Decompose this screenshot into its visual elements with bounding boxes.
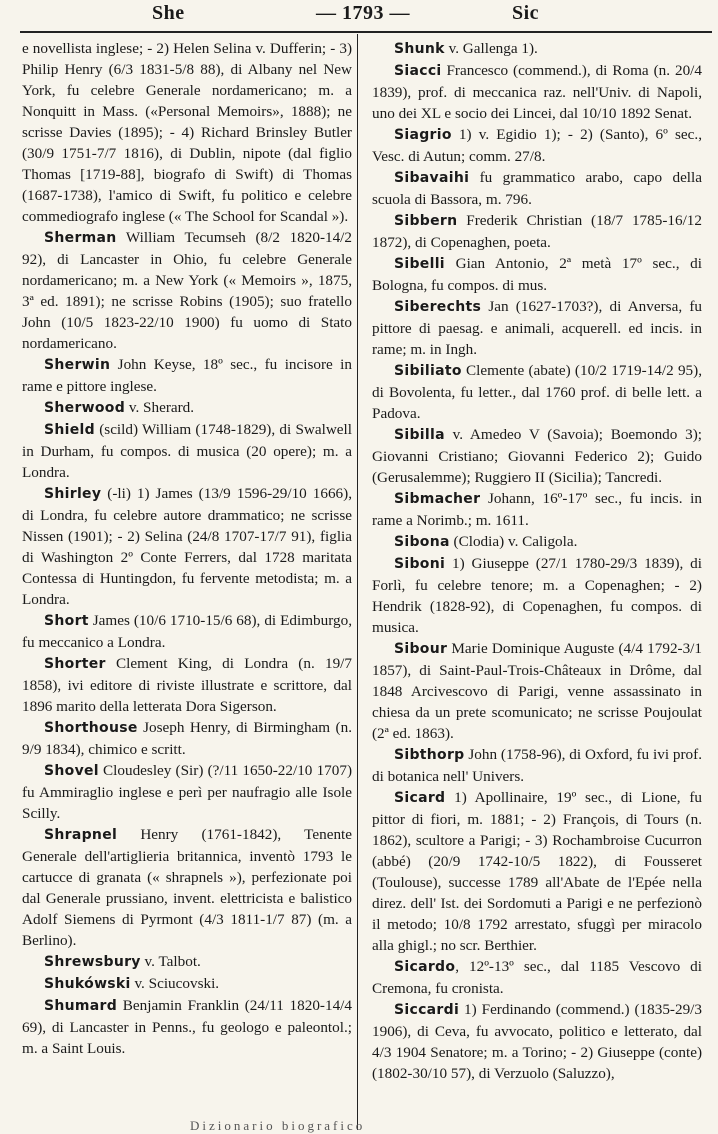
entry-text: Jan (1627-1703?), di Anversa, fu pittore di paesag. e animali, acquerell. ed incis. in rame; m. in Ingh. — [372, 298, 702, 358]
dictionary-entry — [22, 995, 352, 1059]
entry-headword: Shorter — [44, 656, 106, 672]
entry-headword: Sibthorp — [394, 747, 465, 763]
dictionary-entry — [22, 354, 352, 397]
entry-text: Marie Dominique Auguste (4/4 1792-3/1 1857), di Saint-Paul-Trois-Châteaux in Drôme, dal 1848 Arcivescovo di Parigi, venne assassinato in chiesa da un prete scomunicato; ne scrisse Poujoulat (2ª ed. 1863). — [372, 640, 702, 742]
dictionary-entry — [372, 638, 702, 744]
entry-headword: Shovel — [44, 763, 99, 779]
entry-headword: Sibelli — [394, 256, 445, 272]
entry-headword: Shirley — [44, 486, 102, 502]
entry-text: Benjamin Franklin (24/11 1820-14/4 69), di Lancaster in Penns., fu geologo e paleontol.; m. a Saint Louis. — [22, 997, 352, 1057]
entry-headword: Siberechts — [394, 299, 482, 315]
dictionary-entry — [372, 38, 702, 60]
dictionary-entry — [22, 653, 352, 717]
dictionary-entry — [22, 951, 352, 973]
dictionary-entry — [372, 124, 702, 167]
page-header — [0, 0, 718, 30]
entry-text: John Keyse, 18º sec., fu incisore in rame e pittore inglese. — [22, 356, 352, 395]
entry-text: 1) Giuseppe (27/1 1780-29/3 1839), di Forlì, fu celebre tenore; m. a Copenaghen; - 2) Hendrik (1828-92), di Copenaghen, fu compos. di musica. — [372, 555, 702, 636]
entry-text: (Clodia) v. Caligola. — [449, 533, 578, 550]
entry-text: 1) Apollinaire, 19º sec., di Lione, fu pittor di fiori, m. 1881; - 2) François, di Tours (n. 1862), scultore a Parigi; - 3) Rochambroise Cucurron (abbé) (20/9 1742-10/5 1822), di Fousseret (Toulouse), successe 1789 all'Abate de l'Epée nella direz. dell' Ist. dei Sordomuti a Parigi e ne perfezionò il metodo; 10/8 1792 arrestato, sfuggì per miracolo alla ghigl.; no scr. Berthier. — [372, 789, 702, 954]
entry-headword: Siccardi — [394, 1002, 460, 1018]
page-footer: Dizionario biografico — [190, 1118, 366, 1133]
dictionary-entry — [372, 210, 702, 253]
entry-text: Clement King, di Londra (n. 19/7 1858), ivi editore di riviste illustrate e scrittore, dal 1896 marito della letterata Dora Sigerson. — [22, 655, 352, 715]
header-right-guideword: Sic — [512, 2, 540, 24]
entry-headword: Sibona — [394, 534, 450, 550]
dictionary-entry — [372, 999, 702, 1084]
entry-text: 1) Ferdinando (commend.) (1835-29/3 1906), di Ceva, fu avvocato, politico e letterato, dal 4/3 1904 Senatore; m. a Torino; - 2) Giuseppe (conte) (1802-30/10 57), di Verzuolo (Saluzzo), — [372, 1001, 702, 1082]
entry-text: Henry (1761-1842), Tenente Generale dell'artiglieria britannica, inventò 1793 le cartucce di granata (« shrapnels »), perfezionate poi dal Generale prussiano, invent. elettricista e balistico Adolf Siemens di Pyrmont (4/3 1811-1/7 87) (m. a Berlino). — [22, 826, 352, 949]
dictionary-entry — [372, 296, 702, 360]
dictionary-entry — [372, 424, 702, 488]
dictionary-entry — [22, 483, 352, 610]
right-column — [372, 38, 702, 1084]
entry-text: , 12º-13º sec., dal 1185 Vescovo di Cremona, fu cronista. — [372, 958, 702, 997]
entry-text: v. Gallenga 1). — [444, 40, 538, 57]
entry-headword: Shrapnel — [44, 827, 118, 843]
page-number: — 1793 — — [316, 2, 410, 24]
entry-headword: Shield — [44, 422, 95, 438]
entry-text: (-li) 1) James (13/9 1596-29/10 1666), di Londra, fu celebre autore drammatico; ne scrisse Nissen (1901); - 2) Selina (24/8 1707-17/7 91), figlia di Washington 2º Conte Ferrers, dal 1728 maritata Contessa di Huntingdon, fu fervente metodista; m. a Londra. — [22, 485, 352, 608]
dictionary-entry — [372, 60, 702, 124]
dictionary-entry — [372, 956, 702, 999]
entry-text: v. Sciucovski. — [130, 975, 220, 992]
entry-text: John (1758-96), di Oxford, fu ivi prof. di botanica nell' Univers. — [372, 746, 702, 785]
entry-text: fu grammatico arabo, capo della scuola di Bassora, m. 796. — [372, 169, 702, 208]
entry-headword: Sicardo — [394, 959, 456, 975]
dictionary-entry — [372, 167, 702, 210]
entry-text: James (10/6 1710-15/6 68), di Edimburgo, fu meccanico a Londra. — [22, 612, 352, 651]
entry-text: Gian Antonio, 2ª metà 17º sec., di Bologna, fu compos. di mus. — [372, 255, 702, 294]
entry-headword: Sibmacher — [394, 491, 481, 507]
entry-headword: Sibilla — [394, 427, 445, 443]
entry-headword: Siagrio — [394, 127, 452, 143]
entry-headword: Shunk — [394, 41, 445, 57]
entry-text: Clemente (abate) (10/2 1719-14/2 95), di Bovolenta, fu letter., dal 1760 prof. di belle lett. a Padova. — [372, 362, 702, 422]
entry-text: e novellista inglese; - 2) Helen Selina v. Dufferin; - 3) Philip Henry (6/3 1831-5/8 88), di Albany nel New York, fu celebre Generale nordamericano; m. a Nonquitt in Mass. («Personal Memoirs», 1888); ne scrisse Davies (1895); - 4) Richard Brinsley Butler (30/9 1751-7/7 1816), di Dublin, nipote (dal figlio Thomas [1719-88], biografo di Swift) di Thomas (1687-1738), l'amico di Swift, fu politico e celebre commediografo inglese (« The School for Scandal »). — [22, 40, 352, 225]
entry-text: 1) v. Egidio 1); - 2) (Santo), 6º sec., Vesc. di Autun; comm. 27/8. — [372, 126, 702, 165]
dictionary-entry — [22, 610, 352, 653]
dictionary-entry — [22, 973, 352, 995]
entry-headword: Sherwood — [44, 400, 126, 416]
dictionary-entry — [22, 227, 352, 354]
entry-headword: Shumard — [44, 998, 118, 1014]
entry-headword: Shorthouse — [44, 720, 138, 736]
entry-headword: Siboni — [394, 556, 446, 572]
dictionary-entry — [372, 360, 702, 424]
dictionary-entry — [22, 717, 352, 760]
entry-headword: Sibiliato — [394, 363, 462, 379]
header-left-guideword: She — [152, 2, 185, 24]
left-column — [22, 38, 352, 1059]
entry-headword: Sicard — [394, 790, 446, 806]
entry-text: Francesco (commend.), di Roma (n. 20/4 1839), prof. di meccanica raz. nell'Univ. di Napoli, uno dei XL e socio dei Lincei, dal 10/10 1892 Senat. — [372, 62, 702, 122]
dictionary-entry — [372, 787, 702, 956]
entry-headword: Short — [44, 613, 89, 629]
dictionary-entry — [22, 824, 352, 951]
entry-text: v. Amedeo V (Savoia); Boemondo 3); Giovanni Cristiano; Giovanni Federico 2); Guido (Gerusalemme); Ruggiero II (Sicilia); Tancredi. — [372, 426, 702, 486]
entry-text: Joseph Henry, di Birmingham (n. 9/9 1834), chimico e scritt. — [22, 719, 352, 758]
entry-headword: Shukówski — [44, 976, 131, 992]
dictionary-entry — [22, 760, 352, 824]
dictionary-entry — [372, 488, 702, 531]
entry-headword: Sibbern — [394, 213, 458, 229]
entry-headword: Siacci — [394, 63, 442, 79]
entry-headword: Sibavaihi — [394, 170, 470, 186]
entry-text: Frederik Christian (18/7 1785-16/12 1872), di Copenaghen, poeta. — [372, 212, 702, 251]
dictionary-entry — [372, 531, 702, 553]
column-separator — [357, 34, 358, 1130]
entry-text: William Tecumseh (8/2 1820-14/2 92), di Lancaster in Ohio, fu celebre Generale nordamericano; m. a New York (« Memoirs », 1875, 3ª ed. 1891); ne scrisse Robins (1905); suo fratello John (10/5 1823-22/10 1900) fu uomo di Stato nordamericano. — [22, 229, 352, 352]
entry-text: (scild) William (1748-1829), di Swalwell in Durham, fu compos. di musica (20 opere); m. a Londra. — [22, 421, 352, 481]
dictionary-entry — [22, 38, 352, 227]
dictionary-entry — [372, 744, 702, 787]
entry-headword: Sherwin — [44, 357, 111, 373]
entry-headword: Sherman — [44, 230, 117, 246]
entry-headword: Shrewsbury — [44, 954, 141, 970]
header-rule — [20, 31, 712, 33]
dictionary-entry — [372, 553, 702, 638]
entry-headword: Sibour — [394, 641, 448, 657]
dictionary-entry — [372, 253, 702, 296]
dictionary-entry — [22, 419, 352, 483]
dictionary-entry — [22, 397, 352, 419]
entry-text: Cloudesley (Sir) (?/11 1650-22/10 1707) fu Ammiraglio inglese e perì per naufragio alle Isole Scilly. — [22, 762, 352, 822]
entry-text: v. Talbot. — [140, 953, 201, 970]
entry-text: Johann, 16º-17º sec., fu incis. in rame a Norimb.; m. 1611. — [372, 490, 702, 529]
entry-text: v. Sherard. — [125, 399, 195, 416]
